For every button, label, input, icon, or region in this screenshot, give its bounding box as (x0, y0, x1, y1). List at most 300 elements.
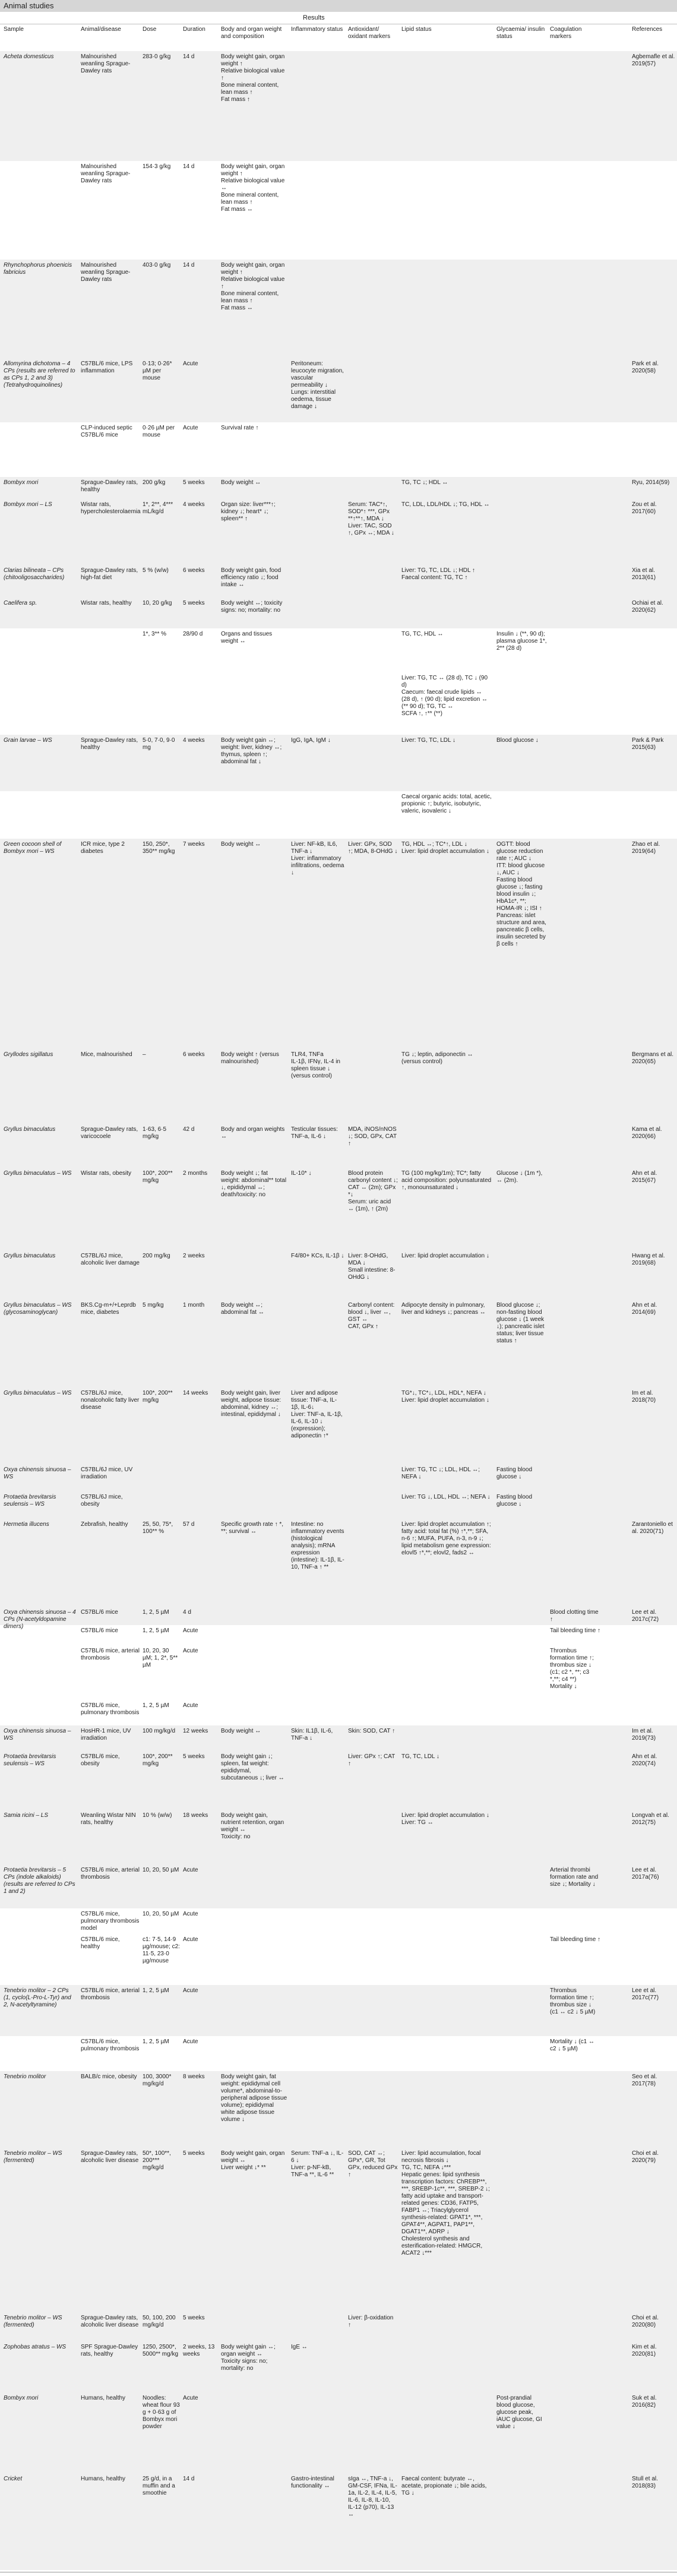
table-row (0, 2036, 677, 2071)
cell-animal: Sprague-Dawley rats, alcoholic liver disease (81, 2315, 139, 2328)
cell-duration: 14 d (183, 2476, 195, 2482)
table-row (0, 1049, 677, 1124)
cell-lipid: TG, HDL ↔; TC*↑, LDL ↓ Liver: lipid droplet accumulation ↓ (401, 841, 489, 855)
cell-antioxidant: Skin: SOD, CAT ↑ (348, 1728, 396, 1734)
cell-lipid: Liver: lipid droplet accumulation ↓ (401, 1253, 489, 1259)
cell-animal: C57BL/6 mice, arterial thrombosis (81, 1867, 140, 1880)
results-group-header: Results (303, 14, 325, 21)
table-row (0, 422, 677, 477)
table-row (0, 1751, 677, 1810)
cell-inflammatory: Serum: TNF-a ↓, IL-6 ↓ Liver: p-NF-kB, TNF-a **, IL-6 ** (291, 2150, 344, 2178)
cell-inflammatory: IgG, IgA, IgM ↓ (291, 737, 331, 744)
table-row (0, 565, 677, 598)
cell-animal: C57BL/6 mice, pulmonary thrombosis (81, 2038, 140, 2052)
cell-lipid: Liver: TG, TC ↓; LDL, HDL ↔; NEFA ↓ (401, 1466, 480, 1480)
cell-coagulation: Tail bleeding time ↑ (550, 1627, 601, 1634)
cell-duration: 18 weeks (183, 1812, 208, 1819)
cell-sample: Hermetia illucens (4, 1521, 49, 1528)
cell-animal: C57BL/6J mice, alcoholic liver damage (81, 1253, 140, 1266)
cell-duration: 2 months (183, 1170, 208, 1177)
cell-duration: 5 weeks (183, 1753, 205, 1760)
cell-dose: 154·3 g/kg (143, 163, 171, 170)
cell-body: Body weight gain, organ weight ↔ Liver weight ↓* ** (221, 2150, 285, 2171)
cell-lipid: TG, TC ↓; HDL ↔ (401, 479, 448, 486)
cell-reference: Ryu, 2014(59) (632, 479, 670, 486)
table-row (0, 1985, 677, 2036)
cell-reference: Seo et al. 2017(78) (632, 2074, 657, 2087)
cell-animal: Malnourished weanling Sprague-Dawley rats (81, 163, 131, 184)
table-row (0, 2312, 677, 2341)
cell-dose: – (143, 1051, 146, 1058)
cell-lipid: TG (100 mg/kg/1m); TC*; fatty acid composition: polyunsaturated ↑, monounsaturated ↓ (401, 1170, 492, 1191)
cell-sample: Tenebrio molitor – WS (fermented) (4, 2315, 62, 2328)
cell-body: Survival rate ↑ (221, 425, 259, 431)
cell-reference: Ahn et al. 2014(69) (632, 1302, 657, 1316)
cell-sample: Allomyrina dichotoma – 4 CPs (results are referred to as CPs 1, 2 and 3) (Tetrahydroquinolines) (4, 361, 75, 388)
cell-dose: 200 g/kg (143, 479, 166, 486)
cell-duration: 12 weeks (183, 1728, 208, 1734)
cell-lipid: Liver: lipid droplet accumulation ↑; fatty acid: total fat (%) ↑*,**; SFA, n-6 ↑; MUFA, PUFA, n-3, n-9 ↓; lipid metabolism gene expression: elovl5 ↑*,**; elovl2, fads2 ↔ (401, 1521, 491, 1556)
cell-body: Body weight gain ↓; spleen, fat weight: epididymal, subcutaneous ↓; liver ↔ (221, 1753, 284, 1781)
cell-coagulation: Thrombus formation time ↑; thrombus size ↓ (c1; c2 *, **; c3 *,**; c4 **) Mortality ↓ (550, 1648, 594, 1690)
cell-sample: Gryllus bimaculatus – WS (glycosaminoglycan) (4, 1302, 72, 1316)
cell-reference: Im et al. 2019(73) (632, 1728, 656, 1741)
cell-glycaemia: Fasting blood glucose ↓ (496, 1494, 533, 1507)
cell-lipid: Caecal organic acids: total, acetic, propionic ↑; butyric, isobutyric, valeric, isovaleric ↓ (401, 794, 492, 814)
cell-body: Body weight gain ↔; weight: liver, kidney ↔; thymus, spleen ↑; abdominal fat ↓ (221, 737, 282, 765)
column-header-row (0, 24, 677, 52)
cell-duration: Acute (183, 1867, 198, 1873)
cell-animal: C57BL/6 mice, obesity (81, 1753, 120, 1767)
cell-coagulation: Mortality ↓ (c1 ↔ c2 ↓ 5 µM) (550, 2038, 595, 2052)
cell-animal: C57BL/6J mice, UV irradiation (81, 1466, 133, 1480)
cell-sample: Clarias bilineata – CPs (chitooligosaccharides) (4, 567, 65, 581)
table-row (0, 672, 677, 735)
cell-reference: Longvah et al. 2012(75) (632, 1812, 669, 1826)
cell-sample: Gryllus bimaculatus – WS (4, 1390, 72, 1396)
cell-coagulation: Thrombus formation time ↑; thrombus size ↓ (c1 ↔ c2 ↓ 5 µM) (550, 1987, 596, 2015)
cell-body: Organs and tissues weight ↔ (221, 631, 273, 644)
table-row (0, 1625, 677, 1645)
cell-duration: 2 weeks, 13 weeks (183, 2344, 215, 2357)
col-header-references: References (632, 26, 663, 33)
cell-duration: Acute (183, 1648, 198, 1654)
cell-animal: ICR mice, type 2 diabetes (81, 841, 125, 855)
cell-lipid: TG*↓, TC*↓, LDL, HDL*, NEFA ↓ Liver: lipid droplet accumulation ↓ (401, 1390, 489, 1404)
cell-duration: 57 d (183, 1521, 195, 1528)
cell-duration: 14 d (183, 163, 195, 170)
cell-glycaemia: OGTT: blood glucose reduction rate ↑; AUC ↓ ITT: blood glucose ↓, AUC ↓ Fasting blood glucose ↓; fasting blood insulin ↓; HbA1c*, **; HOMA-IR ↓; ISI ↑ Pancreas: islet structure and area, pancreatic β cells, insulin secreted by β cells ↑ (496, 841, 546, 947)
table-row (0, 1607, 677, 1630)
cell-body: Body weight gain ↔; organ weight ↔ Toxicity signs: no; mortality: no (221, 2344, 276, 2372)
cell-animal: Weanling Wistar NIN rats, healthy (81, 1812, 136, 1826)
cell-dose: 10, 20, 50 µM (143, 1911, 179, 1917)
table-row (0, 598, 677, 628)
cell-sample: Green cocoon shell of Bombyx mori – WS (4, 841, 62, 855)
cell-duration: Acute (183, 425, 198, 431)
cell-animal: C57BL/6 mice, healthy (81, 1936, 120, 1950)
cell-reference: Choi et al. 2020(79) (632, 2150, 659, 2164)
col-header-glycaemia: Glycaemia/ insulin status (496, 26, 545, 40)
table-banner: Animal studies (0, 0, 677, 12)
cell-animal: Malnourished weanling Sprague-Dawley rats (81, 53, 131, 74)
cell-sample: Gryllodes sigillatus (4, 1051, 53, 1058)
cell-dose: 5·0, 7·0, 9·0 mg (143, 737, 175, 751)
cell-sample: Oxya chinensis sinuosa – WS (4, 1728, 71, 1741)
cell-body: Body weight ↔ (221, 841, 261, 848)
cell-reference: Kama et al. 2020(66) (632, 1126, 662, 1140)
cell-lipid: TG ↓; leptin, adiponectin ↔ (versus control) (401, 1051, 473, 1065)
table-row (0, 1491, 677, 1519)
table-row (0, 2071, 677, 2148)
cell-animal: C57BL/6 mice, pulmonary thrombosis model (81, 1911, 140, 1932)
cell-duration: 5 weeks (183, 600, 205, 606)
cell-sample: Gryllus bimaculatus (4, 1126, 56, 1133)
cell-animal: Wistar rats, obesity (81, 1170, 132, 1177)
cell-reference: Suk et al. 2016(82) (632, 2395, 657, 2409)
cell-dose: 10, 20 g/kg (143, 600, 172, 606)
cell-dose: 100*, 200** mg/kg (143, 1170, 173, 1184)
cell-inflammatory: F4/80+ KCs, IL-1β ↓ (291, 1253, 344, 1259)
cell-body: Body and organ weights ↔ (221, 1126, 285, 1140)
table-row (0, 735, 677, 791)
cell-antioxidant: Liver: GPx ↑; CAT ↑ (348, 1753, 396, 1767)
cell-animal: Sprague-Dawley rats, healthy (81, 737, 138, 751)
cell-dose: 5 mg/kg (143, 1302, 164, 1308)
cell-inflammatory: Gastro-intestinal functionality ↔ (291, 2476, 334, 2489)
cell-sample: Tenebrio molitor – WS (fermented) (4, 2150, 62, 2164)
cell-duration: 4 weeks (183, 501, 205, 508)
col-header-sample: Sample (4, 26, 24, 33)
cell-dose: 1*, 2**, 4*** mL/kg/d (143, 501, 173, 515)
cell-lipid: TG, TC, HDL ↔ (401, 631, 444, 637)
cell-reference: Park & Park 2015(63) (632, 737, 664, 751)
table-row (0, 2392, 677, 2473)
table-row (0, 1250, 677, 1300)
cell-inflammatory: TLR4, TNFa IL-1β, IFNγ, IL-4 in spleen tissue ↓ (versus control) (291, 1051, 340, 1079)
cell-reference: Zarantoniello et al. 2020(71) (632, 1521, 673, 1535)
cell-lipid: Liver: TG ↓, LDL, HDL ↔; NEFA ↓ (401, 1494, 491, 1500)
cell-sample: Samia ricini – LS (4, 1812, 49, 1819)
table-row (0, 358, 677, 422)
cell-sample: Tenebrio molitor – 2 CPs (1, cyclo(L-Pro-L-Tyr) and 2, N-acetyltyramine) (4, 1987, 71, 2008)
cell-animal: Sprague-Dawley rats, high-fat diet (81, 567, 138, 581)
col-header-animal: Animal/disease (81, 26, 121, 33)
cell-dose: 1, 2, 5 µM (143, 1702, 169, 1709)
cell-antioxidant: Blood protein carbonyl content ↓; CAT ↔ (2m); GPx *↓ Serum: uric acid ↔ (1m), ↑ (2m) (348, 1170, 398, 1212)
cell-dose: 0·26 µM per mouse (143, 425, 175, 438)
cell-dose: 100, 3000* mg/kg/d (143, 2074, 172, 2087)
cell-dose: c1: 7·5, 14·9 µg/mouse; c2: 11·5, 23·0 µg/mouse (143, 1936, 181, 1964)
cell-animal: C57BL/6 mice, arterial thrombosis (81, 1987, 140, 2001)
cell-duration: 5 weeks (183, 2315, 205, 2321)
cell-body: Body weight ↑ (versus malnourished) (221, 1051, 279, 1065)
cell-glycaemia: Blood glucose ↓; non-fasting blood glucose ↓ (1 week ↓); pancreatic islet status; liver tissue status ↑ (496, 1302, 545, 1344)
table-row (0, 2341, 677, 2392)
cell-sample: Rhynchophorus phoenicis fabricius (4, 262, 72, 276)
cell-glycaemia: Glucose ↓ (1m *), ↔ (2m). (496, 1170, 543, 1184)
cell-reference: Xia et al. 2013(61) (632, 567, 656, 581)
cell-body: Body weight gain, nutrient retention, organ weight ↔ Toxicity: no (221, 1812, 284, 1840)
cell-duration: 14 d (183, 53, 195, 60)
cell-duration: 5 weeks (183, 2150, 205, 2157)
cell-body: Body weight gain, organ weight ↑ Relative biological value ↑ Bone mineral content, lean mass ↑ Fat mass ↔ (221, 262, 285, 311)
cell-body: Body weight ↔ (221, 479, 261, 486)
cell-antioxidant: SOD, CAT ↔; GPx*, GR, Tot GPx, reduced GPx ↑ (348, 2150, 398, 2178)
cell-reference: Stull et al. 2018(83) (632, 2476, 658, 2489)
table-row (0, 1387, 677, 1464)
cell-sample: Bombyx mori (4, 479, 39, 486)
cell-sample: Caelifera sp. (4, 600, 37, 606)
cell-inflammatory: IL-10* ↓ (291, 1170, 312, 1177)
cell-duration: Acute (183, 361, 198, 367)
cell-sample: Tenebrio molitor (4, 2074, 46, 2080)
cell-dose: 1250, 2500*, 5000** mg/kg (143, 2344, 179, 2357)
cell-inflammatory: Liver: NF-kB, IL6, TNF-a ↓ Liver: inflammatory infiltrations, oedema ↓ (291, 841, 344, 876)
cell-duration: 6 weeks (183, 567, 205, 574)
cell-dose: 1·63, 6·5 mg/kg (143, 1126, 167, 1140)
cell-lipid: Liver: TG, TC, LDL ↓ (401, 737, 455, 744)
cell-duration: 6 weeks (183, 1051, 205, 1058)
cell-duration: Acute (183, 1911, 198, 1917)
cell-dose: 0·13; 0·26* µM per mouse (143, 361, 172, 381)
cell-sample: Gryllus bimaculatus (4, 1253, 56, 1259)
cell-antioxidant: Carbonyl content: blood ↓, liver ↔, GST ↔ CAT, GPx ↑ (348, 1302, 395, 1330)
cell-sample: Grain larvae – WS (4, 737, 52, 744)
cell-inflammatory: Peritoneum: leucocyte migration, vascular permeability ↓ Lungs: interstitial oedema, tissue damage ↓ (291, 361, 344, 410)
cell-sample: Bombyx mori (4, 2395, 39, 2401)
cell-duration: 42 d (183, 1126, 195, 1133)
cell-dose: 150, 250*, 350** mg/kg (143, 841, 175, 855)
cell-reference: Ahn et al. 2020(74) (632, 1753, 657, 1767)
cell-duration: 4 weeks (183, 737, 205, 744)
cell-animal: Zebrafish, healthy (81, 1521, 128, 1528)
cell-animal: C57BL/6 mice, pulmonary thrombosis (81, 1702, 140, 1716)
cell-reference: Agbemafle et al. 2019(57) (632, 53, 675, 67)
cell-inflammatory: Intestine: no inflammatory events (histological analysis); mRNA expression (intestine): IL-1β, IL-10, TNF-a ↑ ** (291, 1521, 344, 1570)
cell-antioxidant: Liver: 8-OHdG, MDA ↓ Small intestine: 8-OHdG ↓ (348, 1253, 396, 1281)
cell-body: Body weight ↓; fat weight: abdominal** total ↓, epididymal ↔; death/toxicity: no (221, 1170, 287, 1198)
cell-antioxidant: Liver: β-oxidation ↑ (348, 2315, 394, 2328)
cell-reference: Choi et al. 2020(80) (632, 2315, 659, 2328)
cell-duration: 5 weeks (183, 479, 205, 486)
cell-duration: 28/90 d (183, 631, 203, 637)
cell-animal: Sprague-Dawley rats, alcoholic liver disease (81, 2150, 139, 2164)
cell-lipid: Liver: TG, TC ↔ (28 d), TC ↓ (90 d) Caecum: faecal crude lipids ↔ (28 d), ↑ (90 d); lipid excretion ↔ (** 90 d); TG, TC ↔ SCFA ↑, ↑** (**) (401, 675, 488, 717)
cell-body: Body weight gain, fat weight: epididymal cell volume*, abdominal-to-peripheral adipose tissue volume); epididymal white adipose tissue volume ↓ (221, 2074, 287, 2123)
cell-inflammatory: IgE ↔ (291, 2344, 308, 2350)
table-row (0, 477, 677, 499)
cell-reference: Ochiai et al. 2020(62) (632, 600, 663, 614)
table-row (0, 161, 677, 260)
table-row (0, 499, 677, 565)
cell-animal: CLP-induced septic C57BL/6 mice (81, 425, 132, 438)
cell-glycaemia: Insulin ↓ (**, 90 d); plasma glucose 1*, 2** (28 d) (496, 631, 547, 652)
cell-animal: C57BL/6 mice (81, 1627, 118, 1634)
cell-sample: Oxya chinensis sinuosa – 4 CPs (N-acetyldopamine dimers) (4, 1609, 76, 1630)
table-row (0, 791, 677, 839)
col-header-duration: Duration (183, 26, 205, 33)
cell-sample: Oxya chinensis sinuosa – WS (4, 1466, 71, 1480)
table-row (0, 1864, 677, 1908)
cell-dose: 283·0 g/kg (143, 53, 171, 60)
cell-sample: Protaetia brevitarsis – 5 CPs (indole alkaloids) (results are referred to CPs 1 and 2) (4, 1867, 75, 1895)
cell-dose: 5 % (w/w) (143, 567, 169, 574)
cell-duration: 14 weeks (183, 1390, 208, 1396)
cell-body: Organ size: liver***↑; kidney ↓; heart* ↓; spleen** ↑ (221, 501, 276, 522)
cell-lipid: Liver: lipid accumulation, focal necrosis fibrosis ↓ TG, TC, NEFA ↓*** Hepatic genes: lipid synthesis transcription factors: ChREBP**, ***, SREBP-1c**, ***, SREBP-2 ↓; fatty acid uptake and transport-related genes: CD36, FATP5, FABP1 ↔; Triacylglycerol synthesis-related: GPAT1*, ***, GPAT4**, AGPAT1, PAP1**, DGAT1**, ADRP ↓ Cholesterol synthesis and esterification-related: HMGCR, ACAT2 ↓*** (401, 2150, 490, 2256)
table-row (0, 1519, 677, 1607)
cell-dose: 50, 100, 200 mg/kg/d (143, 2315, 176, 2328)
table-row (0, 1464, 677, 1491)
cell-animal: HosHR-1 mice, UV irradiation (81, 1728, 131, 1741)
cell-animal: Humans, healthy (81, 2476, 126, 2482)
cell-animal: BKS.Cg-m+/+Leprdb mice, diabetes (81, 1302, 136, 1316)
cell-reference: Kim et al. 2020(81) (632, 2344, 657, 2357)
cell-lipid: TC, LDL, LDL/HDL ↓; TG, HDL ↔ (401, 501, 490, 508)
cell-reference: Park et al. 2020(58) (632, 361, 659, 374)
cell-duration: Acute (183, 2038, 198, 2045)
cell-sample: Protaetia brevitarsis seulensis – WS (4, 1494, 56, 1507)
cell-duration: Acute (183, 1987, 198, 1994)
cell-sample: Bombyx mori – LS (4, 501, 52, 508)
cell-body: Body weight gain, liver weight, adipose tissue: abdominal, kidney ↔; intestinal, epididymal ↓ (221, 1390, 281, 1418)
cell-duration: 7 weeks (183, 841, 205, 848)
cell-body: Body weight ↔ (221, 1728, 261, 1734)
cell-duration: 4 d (183, 1609, 191, 1616)
cell-animal: SPF Sprague-Dawley rats, healthy (81, 2344, 138, 2357)
cell-inflammatory: Skin: IL1β, IL-6, TNF-a ↓ (291, 1728, 333, 1741)
cell-coagulation: Arterial thrombi formation rate and size ↓; Mortality ↓ (550, 1867, 599, 1888)
cell-inflammatory: Liver and adipose tissue: TNF-a, IL-1β, IL-6↓ Liver: TNF-a, IL-1β, IL-6, IL-10 ↓ (expression); adiponectin ↑* (291, 1390, 343, 1439)
cell-lipid: TG, TC, LDL ↓ (401, 1753, 439, 1760)
cell-animal: Sprague-Dawley rats, healthy (81, 479, 138, 493)
cell-dose: 100*, 200** mg/kg (143, 1390, 173, 1404)
cell-animal: C57BL/6 mice (81, 1609, 118, 1616)
table-row (0, 51, 677, 161)
cell-dose: 10, 20, 30 µM; 1, 2*, 5** µM (143, 1648, 178, 1668)
results-header-row (0, 12, 677, 24)
cell-body: Body weight ↔; toxicity signs: no; mortality: no (221, 600, 283, 614)
col-header-coagulation: Coagulation markers (550, 26, 582, 40)
cell-dose: 25, 50, 75*, 100** % (143, 1521, 173, 1535)
cell-glycaemia: Post-prandial blood glucose, glucose peak, iAUC glucose, GI value ↓ (496, 2395, 542, 2430)
table-row (0, 1934, 677, 1985)
cell-duration: Acute (183, 1702, 198, 1709)
cell-animal: C57BL/6J mice, nonalcoholic fatty liver disease (81, 1390, 140, 1411)
cell-dose: 100*, 200** mg/kg (143, 1753, 173, 1767)
table-row (0, 1300, 677, 1387)
cell-duration: Acute (183, 1627, 198, 1634)
cell-reference: Im et al. 2018(70) (632, 1390, 656, 1404)
cell-animal: Malnourished weanling Sprague-Dawley rats (81, 262, 131, 283)
cell-duration: 8 weeks (183, 2074, 205, 2080)
table-row (0, 839, 677, 1049)
cell-antioxidant: sIga ↔, TNF-a ↓, GM-CSF, IFNa, IL-1a, IL-2, IL-4, IL-5, IL-6, IL-8, IL-10, IL-12 (p70), IL-13 ↔ (348, 2476, 397, 2518)
cell-lipid: Faecal content: butyrate ↔, acetate, propionate ↓; bile acids, TG ↓ (401, 2476, 487, 2496)
cell-dose: 1, 2, 5 µM (143, 1609, 169, 1616)
col-header-inflammatory: Inflammatory status (291, 26, 343, 33)
table-row (0, 1124, 677, 1168)
cell-animal: BALB/c mice, obesity (81, 2074, 137, 2080)
cell-sample: Zophobas atratus – WS (4, 2344, 67, 2350)
cell-lipid: Adipocyte density in pulmonary, liver and kidneys ↓; pancreas ↔ (401, 1302, 486, 1316)
table-row (0, 628, 677, 672)
cell-duration: Acute (183, 1936, 198, 1943)
cell-dose: 1, 2, 5 µM (143, 1987, 169, 1994)
cell-antioxidant: Serum: TAC*↑, SOD*↑ ***, GPx **↑**↑, MDA ↓ Liver: TAC, SOD ↑, GPx ↔; MDA ↓ (348, 501, 394, 536)
table-row (0, 1168, 677, 1250)
table-row (0, 1810, 677, 1864)
cell-animal: Wistar rats, hypercholesterolaemia (81, 501, 141, 515)
cell-body: Body weight gain, organ weight ↑ Relative biological value ↑ Bone mineral content, lean mass ↑ Fat mass ↑ (221, 53, 285, 103)
cell-animal: Wistar rats, healthy (81, 600, 132, 606)
table-row (0, 1645, 677, 1700)
cell-dose: 100 mg/kg/d (143, 1728, 176, 1734)
cell-duration: 2 weeks (183, 1253, 205, 1259)
cell-lipid: Liver: TG, TC, LDL ↓; HDL ↑ Faecal content: TG, TC ↑ (401, 567, 475, 581)
table-row (0, 2148, 677, 2312)
cell-animal: C57BL/6 mice, LPS inflammation (81, 361, 133, 374)
cell-reference: Hwang et al. 2019(68) (632, 1253, 665, 1266)
cell-dose: 25 g/d, in a muffin and a smoothie (143, 2476, 175, 2496)
cell-sample: Gryllus bimaculatus – WS (4, 1170, 72, 1177)
cell-animal: Humans, healthy (81, 2395, 126, 2401)
cell-animal: Mice, malnourished (81, 1051, 132, 1058)
cell-dose: 1, 2, 5 µM (143, 2038, 169, 2045)
cell-duration: 1 month (183, 1302, 205, 1308)
cell-animal: Sprague-Dawley rats, varicocoele (81, 1126, 138, 1140)
cell-reference: Zhao et al. 2019(64) (632, 841, 660, 855)
cell-body: Body weight ↔; abdominal fat ↔ (221, 1302, 264, 1316)
cell-inflammatory: Testicular tissues: TNF-a, IL-6 ↓ (291, 1126, 338, 1140)
cell-reference: Zou et al. 2017(60) (632, 501, 657, 515)
cell-antioxidant: Liver: GPx, SOD ↑; MDA, 8-OHdG ↓ (348, 841, 398, 855)
cell-dose: 50*, 100**, 200*** mg/kg/d (143, 2150, 171, 2171)
col-header-antioxidant: Antioxidant/ oxidant markers (348, 26, 391, 40)
cell-animal: C57BL/6J mice, obesity (81, 1494, 123, 1507)
table-row (0, 1725, 677, 1751)
cell-dose: 10, 20, 50 µM (143, 1867, 179, 1873)
cell-sample: Protaetia brevitarsis seulensis – WS (4, 1753, 56, 1767)
cell-coagulation: Blood clotting time ↑ (550, 1609, 599, 1623)
col-header-body: Body and organ weight and composition (221, 26, 282, 40)
cell-reference: Ahn et al. 2015(67) (632, 1170, 657, 1184)
table-row (0, 2473, 677, 2570)
cell-duration: 14 d (183, 262, 195, 268)
cell-reference: Lee et al. 2017c(72) (632, 1609, 659, 1623)
cell-body: Specific growth rate ↑ *, **; survival ↔ (221, 1521, 284, 1535)
cell-dose: 403·0 g/kg (143, 262, 171, 268)
table-row (0, 260, 677, 358)
cell-reference: Bergmans et al. 2020(65) (632, 1051, 674, 1065)
cell-animal: C57BL/6 mice, arterial thrombosis (81, 1648, 140, 1661)
table-row (0, 1700, 677, 1725)
col-header-dose: Dose (143, 26, 157, 33)
cell-duration: Acute (183, 2395, 198, 2401)
cell-sample: Acheta domesticus (4, 53, 54, 60)
cell-dose: 1, 2, 5 µM (143, 1627, 169, 1634)
cell-reference: Lee et al. 2017c(77) (632, 1987, 659, 2001)
cell-dose: 200 mg/kg (143, 1253, 170, 1259)
cell-glycaemia: Blood glucose ↓ (496, 737, 539, 744)
cell-glycaemia: Fasting blood glucose ↓ (496, 1466, 533, 1480)
cell-antioxidant: MDA, iNOS/nNOS ↓; SOD, GPx, CAT ↑ (348, 1126, 397, 1147)
cell-body: Body weight gain, organ weight ↑ Relative biological value ↔ Bone mineral content, lean mass ↑ Fat mass ↔ (221, 163, 285, 213)
cell-dose: Noodles: wheat flour 93 g + 0·63 g of Bombyx mori powder (143, 2395, 180, 2430)
cell-lipid: Liver: lipid droplet accumulation ↓ Liver: TG ↔ (401, 1812, 489, 1826)
cell-dose: 10 % (w/w) (143, 1812, 172, 1819)
